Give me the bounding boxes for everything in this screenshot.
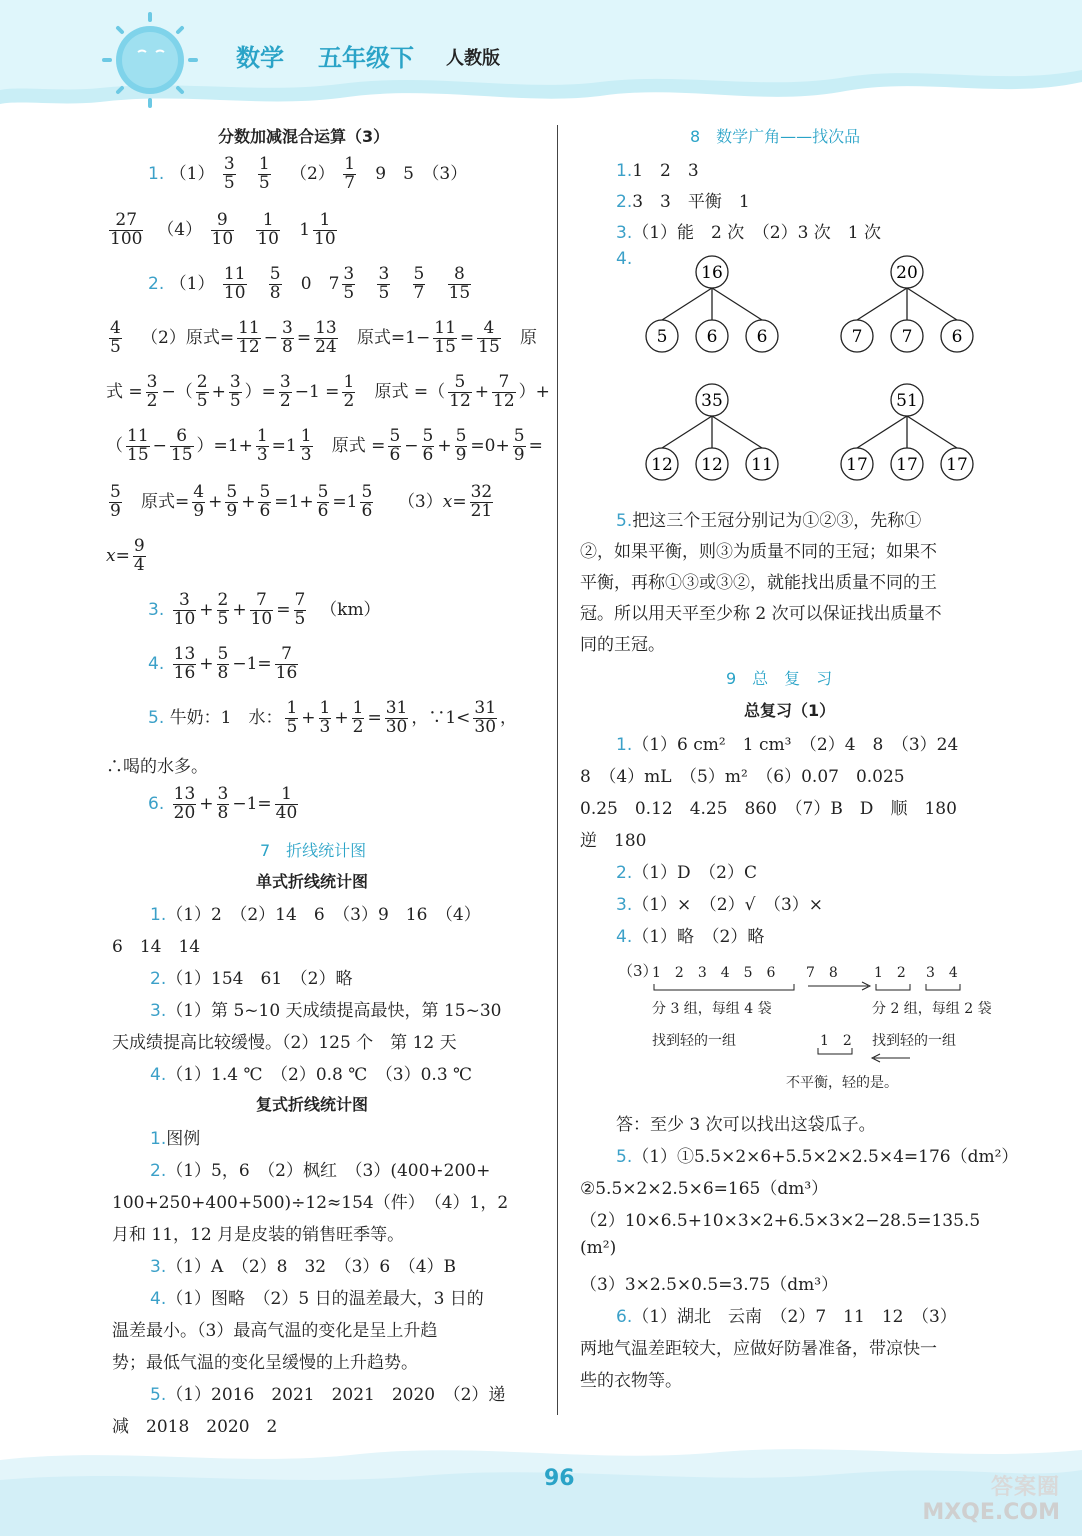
tree-node-label: 20 <box>896 263 918 283</box>
q2-line-5 <box>106 484 496 521</box>
answer-line <box>112 1028 457 1053</box>
answer-line <box>580 1238 616 1258</box>
fraction: $\frac{5}{6}$ <box>422 426 434 465</box>
question-number: 4. <box>616 927 633 947</box>
tree-node-label: 11 <box>751 455 773 475</box>
question-number: 5. <box>150 1385 167 1405</box>
operator: = <box>367 707 382 728</box>
fraction: $\frac{27}{100}$ <box>110 210 143 249</box>
answer-line <box>580 537 937 562</box>
subsection-title: 总复习（1） <box>744 701 836 720</box>
tree-node-label: 51 <box>896 391 918 411</box>
answer-line <box>580 630 665 655</box>
answer-line <box>150 1060 472 1085</box>
header-edition: 人教版 <box>446 48 500 69</box>
operator: = <box>115 545 130 566</box>
question-number: 2. <box>150 969 167 989</box>
q5-line <box>148 700 517 737</box>
operator: ）+ <box>518 381 550 402</box>
answer-text: （1）2 （2）14 6 （3）9 16 （4） <box>166 905 481 925</box>
tree-node-label: 7 <box>851 327 863 347</box>
q5-number: 5. <box>148 707 165 728</box>
fraction: $\frac{9}{10}$ <box>211 210 234 249</box>
answer-line <box>616 156 699 181</box>
tree-node-label: 7 <box>901 327 913 347</box>
answer-line <box>616 1302 957 1327</box>
fraction: $\frac{4}{5}$ <box>110 318 121 357</box>
question-number: 3. <box>150 1001 167 1021</box>
question-number: 1. <box>616 161 633 181</box>
answer-text: （1）2016 2021 2021 2020 （2）递 <box>166 1385 506 1405</box>
answer-line <box>150 1124 200 1149</box>
q1-number: 1. <box>148 163 165 184</box>
answer-text: 减 2018 2020 2 <box>112 1417 278 1437</box>
operator: −1= <box>232 653 272 674</box>
answer-text: （1）图略 （2）5 日的温差最大，3 日的 <box>166 1289 484 1309</box>
fraction: $\frac{3}{2}$ <box>279 372 291 411</box>
fraction: $\frac{7}{5}$ <box>294 590 306 629</box>
q1-part: （2） <box>289 163 335 184</box>
diagram-note: 不平衡，轻的是。 <box>786 1075 898 1091</box>
answer-text: 答：至少 3 次可以找出这袋瓜子。 <box>616 1115 876 1135</box>
question-number: 2. <box>616 192 633 212</box>
q2-part: （1） <box>169 273 215 294</box>
operator: + <box>301 707 316 728</box>
fraction: $\frac{8}{15}$ <box>448 264 471 303</box>
operator: =1 <box>271 435 297 456</box>
tree-node-label: 16 <box>701 263 723 283</box>
q5-part: 牛奶：1 水： <box>169 707 283 728</box>
answer-line <box>616 187 750 212</box>
answer-text: 平衡，再称①③或③②，就能找出质量不同的王 <box>580 573 937 593</box>
operator: −（ <box>161 381 193 402</box>
answer-text: 温差最小。（3）最高气温的变化是呈上升趋 <box>112 1321 438 1341</box>
answer-line <box>580 1174 828 1199</box>
footer-wave-band <box>0 1440 1082 1536</box>
fraction: $\frac{5}{9}$ <box>226 482 238 521</box>
answer-text: （1）①5.5×2×6+5.5×2×2.5×4=176（dm²） <box>632 1147 1019 1167</box>
header-wave-band <box>0 0 1082 110</box>
answer-line <box>112 1348 418 1373</box>
answer-line <box>150 1252 456 1277</box>
operator: = <box>459 327 475 348</box>
answer-text: （1）5，6 （2）枫红 （3）(400+200+ <box>166 1161 491 1181</box>
question-number: 4. <box>150 1065 167 1085</box>
fraction: $\frac{13}{24}$ <box>315 318 337 357</box>
chapter-7-title: 7 折线统计图 <box>260 841 367 860</box>
question-number: 1. <box>150 905 167 925</box>
tree-node-label: 6 <box>951 327 963 347</box>
operator: + <box>437 435 452 456</box>
q1-part: （1） <box>169 163 215 184</box>
answer-text: （1）D （2）C <box>632 863 758 883</box>
operator: + <box>232 599 247 620</box>
answer-line <box>112 1188 508 1213</box>
answer-line <box>112 1220 404 1245</box>
fraction: $\frac{3}{8}$ <box>282 318 293 357</box>
answer-line <box>616 506 921 531</box>
diagram-note: 分 3 组，每组 4 袋 <box>652 1001 772 1017</box>
question-number: 4. <box>150 1289 167 1309</box>
q2-line-6 <box>106 538 149 575</box>
fraction: $\frac{5}{9}$ <box>513 426 525 465</box>
answer-line <box>580 762 905 787</box>
answer-line <box>580 826 646 851</box>
q1-line <box>148 156 467 193</box>
fraction: $\frac{11}{12}$ <box>238 318 260 357</box>
operator: + <box>334 707 349 728</box>
fraction: $\frac{5}{6}$ <box>259 482 271 521</box>
answer-line <box>616 890 823 915</box>
operator: + <box>199 653 214 674</box>
page-number: 96 <box>544 1466 575 1491</box>
question-number: 3. <box>616 223 633 243</box>
question-number: 2. <box>150 1161 167 1181</box>
fraction: $\frac{1}{3}$ <box>319 698 331 737</box>
diagram-seq: 1 2 3 4 5 6 <box>652 965 776 981</box>
answer-line <box>150 900 481 925</box>
tree-diagrams <box>620 250 1060 490</box>
fraction: $\frac{11}{15}$ <box>127 426 149 465</box>
diagram-note: 找到轻的一组 <box>872 1033 956 1049</box>
column-divider <box>557 125 558 1415</box>
answer-line <box>150 1156 490 1181</box>
page-header <box>0 0 1082 110</box>
answer-text: ②，如果平衡，则③为质量不同的王冠；如果不 <box>580 542 937 562</box>
q4-number: 4. <box>148 653 165 674</box>
fraction: $\frac{2}{5}$ <box>217 590 229 629</box>
q2-number: 2. <box>148 273 165 294</box>
question-number: 5. <box>616 511 633 531</box>
answer-text: 把这三个王冠分别记为①②③，先称① <box>632 511 922 531</box>
answer-text: ②5.5×2×2.5×6=165（dm³） <box>580 1179 829 1199</box>
answer-line <box>580 1270 838 1295</box>
fraction: $\frac{5}{7}$ <box>413 264 425 303</box>
answer-line <box>112 932 200 957</box>
diagram-note: 找到轻的一组 <box>652 1033 736 1049</box>
diagram-seq: 7 8 <box>806 965 838 981</box>
operator: = <box>276 599 291 620</box>
fraction: $\frac{3}{5}$ <box>378 264 390 303</box>
operator: ， <box>500 707 518 728</box>
fraction: $\frac{3}{5}$ <box>343 264 355 303</box>
answer-line <box>616 858 757 883</box>
variable: x <box>106 545 116 566</box>
answer-text: 1 2 3 <box>632 161 699 181</box>
answer-text: 势；最低气温的变化呈缓慢的上升趋势。 <box>112 1353 418 1373</box>
tree-diagram <box>646 384 778 480</box>
diagram-seq: 1 2 <box>874 965 906 981</box>
fraction: $\frac{7}{10}$ <box>250 590 273 629</box>
operator: = <box>528 435 543 456</box>
operator: − <box>263 327 278 348</box>
tree-node-label: 5 <box>656 327 668 347</box>
answer-line <box>616 922 764 947</box>
answer-text: （3）3×2.5×0.5=3.75（dm³） <box>580 1275 839 1295</box>
fraction: $\frac{31}{30}$ <box>385 698 408 737</box>
fraction: $\frac{7}{12}$ <box>493 372 515 411</box>
answer-text: 月和 11，12 月是皮装的销售旺季等。 <box>112 1225 405 1245</box>
fraction: $\frac{5}{9}$ <box>455 426 467 465</box>
answer-text: （1）A （2）8 32 （3）6 （4）B <box>166 1257 457 1277</box>
q2-part: 原 <box>520 327 537 348</box>
fraction: $\frac{1}{2}$ <box>352 698 364 737</box>
fraction: $\frac{4}{15}$ <box>478 318 500 357</box>
answer-text: （2）10×6.5+10×3×2+6.5×3×2−28.5=135.5 <box>580 1211 981 1231</box>
answer-text: (m²) <box>580 1238 617 1258</box>
operator: ）= <box>244 381 276 402</box>
diagram-seq: 3 4 <box>926 965 958 981</box>
operator: =1+ <box>274 491 314 512</box>
q2-part: 原式=1− <box>356 327 431 348</box>
answer-text: 同的王冠。 <box>580 635 665 655</box>
fraction: $\frac{5}{8}$ <box>269 264 281 303</box>
operator: + <box>208 491 223 512</box>
operator: ，∵1< <box>411 707 471 728</box>
q4-line <box>148 646 301 683</box>
tree-node-label: 17 <box>896 455 918 475</box>
question-number: 4. <box>616 249 633 269</box>
answer-text: 冠。所以用天平至少称 2 次可以保证找出质量不 <box>580 604 942 624</box>
q2-line-3 <box>106 374 550 411</box>
fraction: $\frac{3}{5}$ <box>229 372 241 411</box>
answer-text: （1）能 2 次 （2）3 次 1 次 <box>632 223 882 243</box>
tree-node-label: 6 <box>756 327 768 347</box>
answer-text: 两地气温差距较大，应做好防暑准备，带凉快一 <box>580 1339 937 1359</box>
fraction: $\frac{1}{10}$ <box>314 210 336 249</box>
operator: −1= <box>232 793 272 814</box>
fraction: $\frac{31}{30}$ <box>474 698 497 737</box>
fraction: $\frac{7}{16}$ <box>275 644 298 683</box>
answer-text: 3 3 平衡 1 <box>632 192 750 212</box>
watermark-url: MXQE.COM <box>922 1500 1060 1525</box>
operator: （ <box>106 435 123 456</box>
operator: − <box>152 435 167 456</box>
answer-line <box>112 1412 277 1437</box>
fraction: $\frac{11}{10}$ <box>223 264 246 303</box>
fraction: $\frac{3}{5}$ <box>223 154 235 193</box>
fraction: $\frac{1}{3}$ <box>300 426 312 465</box>
answer-text: 0.25 0.12 4.25 860 （7）B D 顺 180 <box>580 799 957 819</box>
fraction: $\frac{3}{8}$ <box>217 784 229 823</box>
watermark-logo: 答案圈 <box>990 1475 1060 1500</box>
diagram-label: （3） <box>618 962 658 980</box>
tree-node-label: 17 <box>846 455 868 475</box>
tree-node-label: 35 <box>701 391 723 411</box>
question-number: 5. <box>616 1147 633 1167</box>
fraction: $\frac{5}{8}$ <box>217 644 229 683</box>
fraction: $\frac{1}{7}$ <box>344 154 356 193</box>
q2-part: 原式 = <box>331 435 386 456</box>
answer-line <box>580 1206 980 1231</box>
fraction: $\frac{13}{20}$ <box>173 784 196 823</box>
fraction: $\frac{13}{16}$ <box>173 644 196 683</box>
q2-part: 原式 =（ <box>374 381 446 402</box>
tree-node-label: 17 <box>946 455 968 475</box>
answer-line <box>580 794 957 819</box>
answer-line <box>580 1366 682 1391</box>
fraction: $\frac{3}{10}$ <box>173 590 196 629</box>
operator: =1 <box>332 491 358 512</box>
q6-number: 6. <box>148 793 165 814</box>
answer-line <box>616 218 881 243</box>
answer-text: （1）1.4 ℃ （2）0.8 ℃ （3）0.3 ℃ <box>166 1065 473 1085</box>
fraction: $\frac{3}{2}$ <box>146 372 158 411</box>
answer-text: 100+250+400+500)÷12≈154（件） （4）1，2 <box>112 1193 509 1213</box>
question-number: 2. <box>616 863 633 883</box>
q1-line-2 <box>106 212 340 249</box>
operator: + <box>211 381 226 402</box>
q2-line <box>148 266 474 303</box>
fraction: $\frac{1}{2}$ <box>343 372 355 411</box>
fraction: $\frac{1}{40}$ <box>275 784 298 823</box>
q2-part: 式 = <box>106 381 143 402</box>
question-number: 3. <box>150 1257 167 1277</box>
q1-part: 9 5 （3） <box>375 163 468 184</box>
operator: + <box>199 599 214 620</box>
fraction: $\frac{5}{12}$ <box>449 372 471 411</box>
unit: （km） <box>320 599 381 620</box>
answer-line <box>150 964 352 989</box>
q6-line <box>148 786 301 823</box>
section-title: 分数加减混合运算（3） <box>218 127 390 146</box>
answer-text: （1）6 cm² 1 cm³ （2）4 8 （3）24 <box>632 735 959 755</box>
chapter-9-title: 9 总 复 习 <box>726 669 833 688</box>
chapter-8-title: 8 数学广角——找次品 <box>690 127 861 146</box>
answer-text: （1）湖北 云南 （2）7 11 12 （3） <box>632 1307 957 1327</box>
operator: + <box>474 381 490 402</box>
answer-text: （1）第 5~10 天成绩提高最快，第 15~30 <box>166 1001 502 1021</box>
answer-text: 6 14 14 <box>112 937 201 957</box>
variable: x <box>442 491 453 512</box>
fraction: $\frac{5}{6}$ <box>317 482 329 521</box>
q5-line-2: ∴喝的水多。 <box>106 757 208 777</box>
fraction: $\frac{2}{5}$ <box>196 372 208 411</box>
operator: − <box>404 435 419 456</box>
answer-text: （1）略 （2）略 <box>632 927 765 947</box>
answer-line <box>580 1334 937 1359</box>
fraction: $\frac{6}{15}$ <box>170 426 193 465</box>
tree-diagram <box>646 256 778 352</box>
answer-line <box>150 1284 484 1309</box>
answer-text: 图例 <box>166 1129 201 1149</box>
tree-diagram <box>841 256 973 352</box>
header-subject: 数学 <box>236 44 284 72</box>
answer-line <box>112 1316 437 1341</box>
fraction: $\frac{4}{9}$ <box>193 482 205 521</box>
q2-part: 原式= <box>141 491 190 512</box>
fraction: $\frac{11}{15}$ <box>434 318 456 357</box>
fraction: $\frac{5}{6}$ <box>389 426 401 465</box>
operator: + <box>241 491 256 512</box>
fraction: $\frac{1}{5}$ <box>286 698 298 737</box>
question-number: 3. <box>616 895 633 915</box>
q2-line-4 <box>106 428 543 465</box>
answer-text: （1）154 61 （2）略 <box>166 969 353 989</box>
diagram-note: 分 2 组，每组 2 袋 <box>872 1001 992 1017</box>
question-number: 1. <box>616 735 633 755</box>
answer-text: 逆 180 <box>580 831 647 851</box>
q2-line-2 <box>106 320 537 357</box>
operator: + <box>199 793 214 814</box>
answer-line <box>616 1142 1018 1167</box>
answer-line <box>150 996 501 1021</box>
header-grade: 五年级下 <box>318 44 414 72</box>
tree-diagram <box>841 384 973 480</box>
operator: ）=1+ <box>196 435 253 456</box>
answer-line <box>616 1110 876 1135</box>
question-number: 6. <box>616 1307 633 1327</box>
fraction: $\frac{5}{9}$ <box>110 482 121 521</box>
operator: =0+ <box>470 435 510 456</box>
answer-line <box>580 599 942 624</box>
answer-text: 天成绩提高比较缓慢。（2）125 个 第 12 天 <box>112 1033 457 1053</box>
tree-node-label: 6 <box>706 327 718 347</box>
q2-part: （3） <box>397 491 443 512</box>
whole-number: 1 <box>299 219 311 240</box>
answer-line <box>616 730 958 755</box>
operator: −1 = <box>294 381 340 402</box>
fraction: $\frac{32}{21}$ <box>470 482 493 521</box>
question-number: 1. <box>150 1129 167 1149</box>
operator: = <box>296 327 312 348</box>
tree-node-label: 12 <box>701 455 723 475</box>
q1-part: （4） <box>157 219 203 240</box>
operator: = <box>452 491 467 512</box>
q3-line <box>148 592 381 629</box>
answer-text: 8 （4）mL （5）m² （6）0.07 0.025 <box>580 767 905 787</box>
fraction: $\frac{9}{4}$ <box>133 536 145 575</box>
q2-part: 0 7 <box>300 273 340 294</box>
sun-icon <box>104 14 196 106</box>
tree-node-label: 12 <box>651 455 673 475</box>
fraction: $\frac{1}{3}$ <box>256 426 268 465</box>
fraction: $\frac{5}{6}$ <box>361 482 373 521</box>
fraction: $\frac{1}{5}$ <box>258 154 270 193</box>
answer-text: 些的衣物等。 <box>580 1371 682 1391</box>
fraction: $\frac{1}{10}$ <box>257 210 279 249</box>
subsection-title: 复式折线统计图 <box>256 1095 369 1114</box>
diagram-seq: 1 2 <box>820 1033 852 1049</box>
q3-number: 3. <box>148 599 165 620</box>
answer-line <box>580 568 937 593</box>
q2-part: （2）原式= <box>141 327 235 348</box>
subsection-title: 单式折线统计图 <box>256 872 369 891</box>
answer-text: （1）× （2）√ （3）× <box>632 895 824 915</box>
answer-line <box>150 1380 505 1405</box>
